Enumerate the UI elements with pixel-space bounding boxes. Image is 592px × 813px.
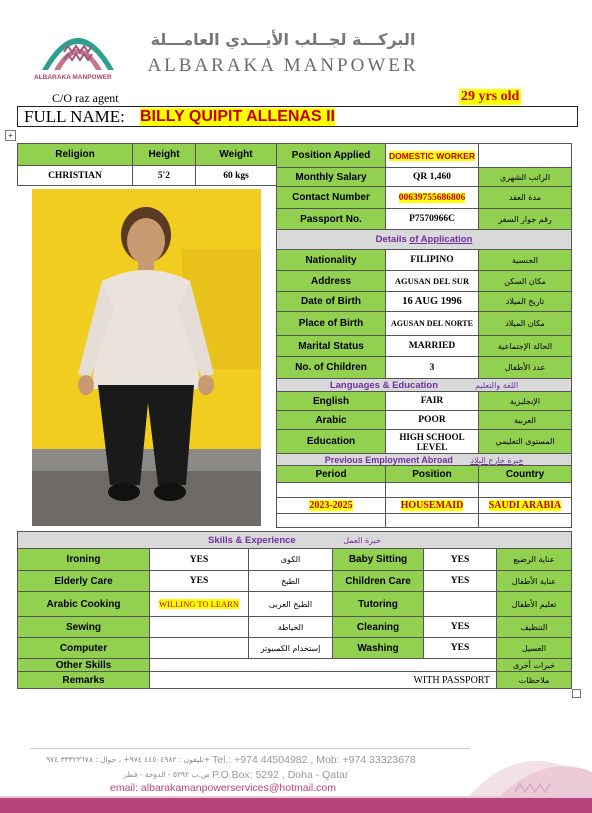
position-applied-value: DOMESTIC WORKER: [386, 144, 479, 168]
skill-label: Arabic Cooking: [18, 592, 150, 617]
passport-label: Passport No.: [277, 209, 386, 230]
applicant-photo: [32, 189, 261, 526]
empty-cell: [386, 483, 479, 498]
skill-label: Elderly Care: [18, 571, 150, 592]
skill-value: YES: [424, 549, 497, 571]
height-value: 5'2: [133, 166, 196, 186]
logo-caption: ALBARAKA MANPOWER: [34, 74, 112, 81]
skill-value: YES: [424, 638, 497, 659]
address-arabic: مكان السكن: [479, 271, 572, 292]
skill-value: YES: [150, 571, 249, 592]
marital-arabic: الحالة الإجتماعية: [479, 336, 572, 357]
footer-email: email: albarakamanpowerservices@hotmail.com: [110, 782, 336, 794]
footer-divider: [30, 748, 470, 749]
other-skills-value: [150, 659, 497, 672]
country-value: SAUDI ARABIA: [479, 498, 572, 514]
nationality-value: FILIPINO: [386, 250, 479, 271]
marital-value: MARRIED: [386, 336, 479, 357]
footer-phone: Tel.: +974 44504982 , Mob: +974 33323678: [212, 754, 416, 766]
arabic-label: Arabic: [277, 411, 386, 430]
period-value: 2023-2025: [277, 498, 386, 514]
skill-label: Washing: [333, 638, 424, 659]
empty-cell: [479, 514, 572, 528]
skill-label: Sewing: [18, 617, 150, 638]
table-row: [18, 549, 572, 571]
previous-employment-title: Previous Employment Abroad خبرة خارج البلاد: [277, 454, 572, 466]
footer-pobox: P.O.Box: 5292 , Doha - Qatar: [212, 769, 349, 781]
address-value: AGUSAN DEL SUR: [386, 271, 479, 292]
skill-arabic: عناية الرضيع: [497, 549, 572, 571]
company-name-arabic: البركـــة لجــلب الأيـــدي العامـــلة: [150, 30, 416, 49]
skill-label: Ironing: [18, 549, 150, 571]
full-name-value: BILLY QUIPIT ALLENAS II: [140, 108, 335, 125]
children-value: 3: [386, 357, 479, 379]
english-label: English: [277, 392, 386, 411]
remarks-label: Remarks: [18, 672, 150, 689]
skill-value: YES: [424, 617, 497, 638]
table-row: [18, 592, 572, 617]
skill-label: Cleaning: [333, 617, 424, 638]
table-row: [18, 617, 572, 638]
skill-value: YES: [150, 549, 249, 571]
dob-value: 16 AUG 1996: [386, 292, 479, 312]
marital-label: Marital Status: [277, 336, 386, 357]
skill-label: Tutoring: [333, 592, 424, 617]
skill-arabic: الكوى: [249, 549, 333, 571]
company-name-english: ALBARAKA MANPOWER: [147, 55, 419, 76]
dob-label: Date of Birth: [277, 292, 386, 312]
english-value: FAIR: [386, 392, 479, 411]
children-label: No. of Children: [277, 357, 386, 379]
empty-cell: [386, 514, 479, 528]
details-link[interactable]: of Application: [409, 234, 473, 245]
other-skills-label: Other Skills: [18, 659, 150, 672]
dob-arabic: تاريخ الميلاد: [479, 292, 572, 312]
education-value: HIGH SCHOOL LEVEL: [386, 430, 479, 454]
table-move-handle[interactable]: +: [5, 130, 16, 141]
empty-cell: [479, 483, 572, 498]
arabic-value: POOR: [386, 411, 479, 430]
full-name-label: FULL NAME:: [24, 107, 125, 126]
skill-arabic: الخياطة: [249, 617, 333, 638]
english-arabic: الإنجليزية: [479, 392, 572, 411]
skill-value: [424, 592, 497, 617]
table-row: [18, 638, 572, 659]
details-section-title: Details of Application: [277, 230, 572, 250]
footer-phone-arabic: تليفون : ٤٤٥٠٤٩٨٢ ٩٧٤+ ، جوال : ٣٣٣٢٣٦٧٨ ٩٧٤+: [46, 755, 210, 764]
skill-value: WILLING TO LEARN: [150, 592, 249, 617]
details-table: [276, 143, 572, 528]
languages-section-title: Languages & Education اللغة والتعليم: [277, 379, 572, 392]
religion-value: CHRISTIAN: [18, 166, 133, 186]
table-resize-handle[interactable]: [572, 689, 581, 698]
remarks-arabic: ملاحظات: [497, 672, 572, 689]
salary-value: QR 1,460: [386, 168, 479, 187]
footer-pobox-arabic: ص.ب ٥٢٩٢ - الدوحة - قطر: [123, 770, 210, 779]
skill-value: [150, 638, 249, 659]
passport-arabic: رقم جواز السفر: [479, 209, 572, 230]
position-applied-label: Position Applied: [277, 144, 386, 168]
remarks-value: WITH PASSPORT: [150, 672, 497, 689]
nationality-label: Nationality: [277, 250, 386, 271]
skill-arabic: الغسيل: [497, 638, 572, 659]
country-header: Country: [479, 466, 572, 483]
address-label: Address: [277, 271, 386, 292]
skill-label: Computer: [18, 638, 150, 659]
skill-arabic: تعليم الأطفال: [497, 592, 572, 617]
skill-arabic: إستخدام الكمبيوتر: [249, 638, 333, 659]
prev-position-value: HOUSEMAID: [386, 498, 479, 514]
table-row: [18, 571, 572, 592]
pob-label: Place of Birth: [277, 312, 386, 336]
skills-table: [17, 531, 572, 689]
contact-label: Contact Number: [277, 187, 386, 209]
footer-decoration: [455, 742, 592, 800]
salary-label: Monthly Salary: [277, 168, 386, 187]
weight-header: Weight: [196, 144, 277, 166]
age-badge: 29 yrs old: [461, 89, 520, 104]
skill-label: Children Care: [333, 571, 424, 592]
contact-arabic: مدة العقد: [479, 187, 572, 209]
skill-arabic: عناية الأطفال: [497, 571, 572, 592]
nationality-arabic: الجنسية: [479, 250, 572, 271]
footer-band: [0, 798, 592, 813]
basic-info-table: [17, 143, 277, 186]
passport-value: P7570966C: [386, 209, 479, 230]
contact-value: 00639755686806: [386, 187, 479, 209]
skill-value: YES: [424, 571, 497, 592]
footer-band-accent: [0, 796, 592, 798]
full-name-box: [17, 106, 578, 127]
skills-section-title: Skills & Experience خبرة العمل: [18, 532, 572, 549]
pob-value: AGUSAN DEL NORTE: [386, 312, 479, 336]
skill-arabic: الطبخ العربى: [249, 592, 333, 617]
children-arabic: عدد الأطفال: [479, 357, 572, 379]
period-header: Period: [277, 466, 386, 483]
height-header: Height: [133, 144, 196, 166]
weight-value: 60 kgs: [196, 166, 277, 186]
salary-arabic: الراتب الشهري: [479, 168, 572, 187]
empty-cell: [277, 514, 386, 528]
other-skills-arabic: خبرات أخرى: [497, 659, 572, 672]
skill-arabic: التنظيف: [497, 617, 572, 638]
skill-value: [150, 617, 249, 638]
pob-arabic: مكان الميلاد: [479, 312, 572, 336]
religion-header: Religion: [18, 144, 133, 166]
position-applied-arabic: [479, 144, 572, 168]
agent-label: C/O raz agent: [52, 91, 119, 105]
empty-cell: [277, 483, 386, 498]
prev-position-header: Position: [386, 466, 479, 483]
arabic-arabic: العربية: [479, 411, 572, 430]
education-arabic: المستوى التعليمي: [479, 430, 572, 454]
skill-label: Baby Sitting: [333, 549, 424, 571]
skill-arabic: الطبخ: [249, 571, 333, 592]
education-label: Education: [277, 430, 386, 454]
